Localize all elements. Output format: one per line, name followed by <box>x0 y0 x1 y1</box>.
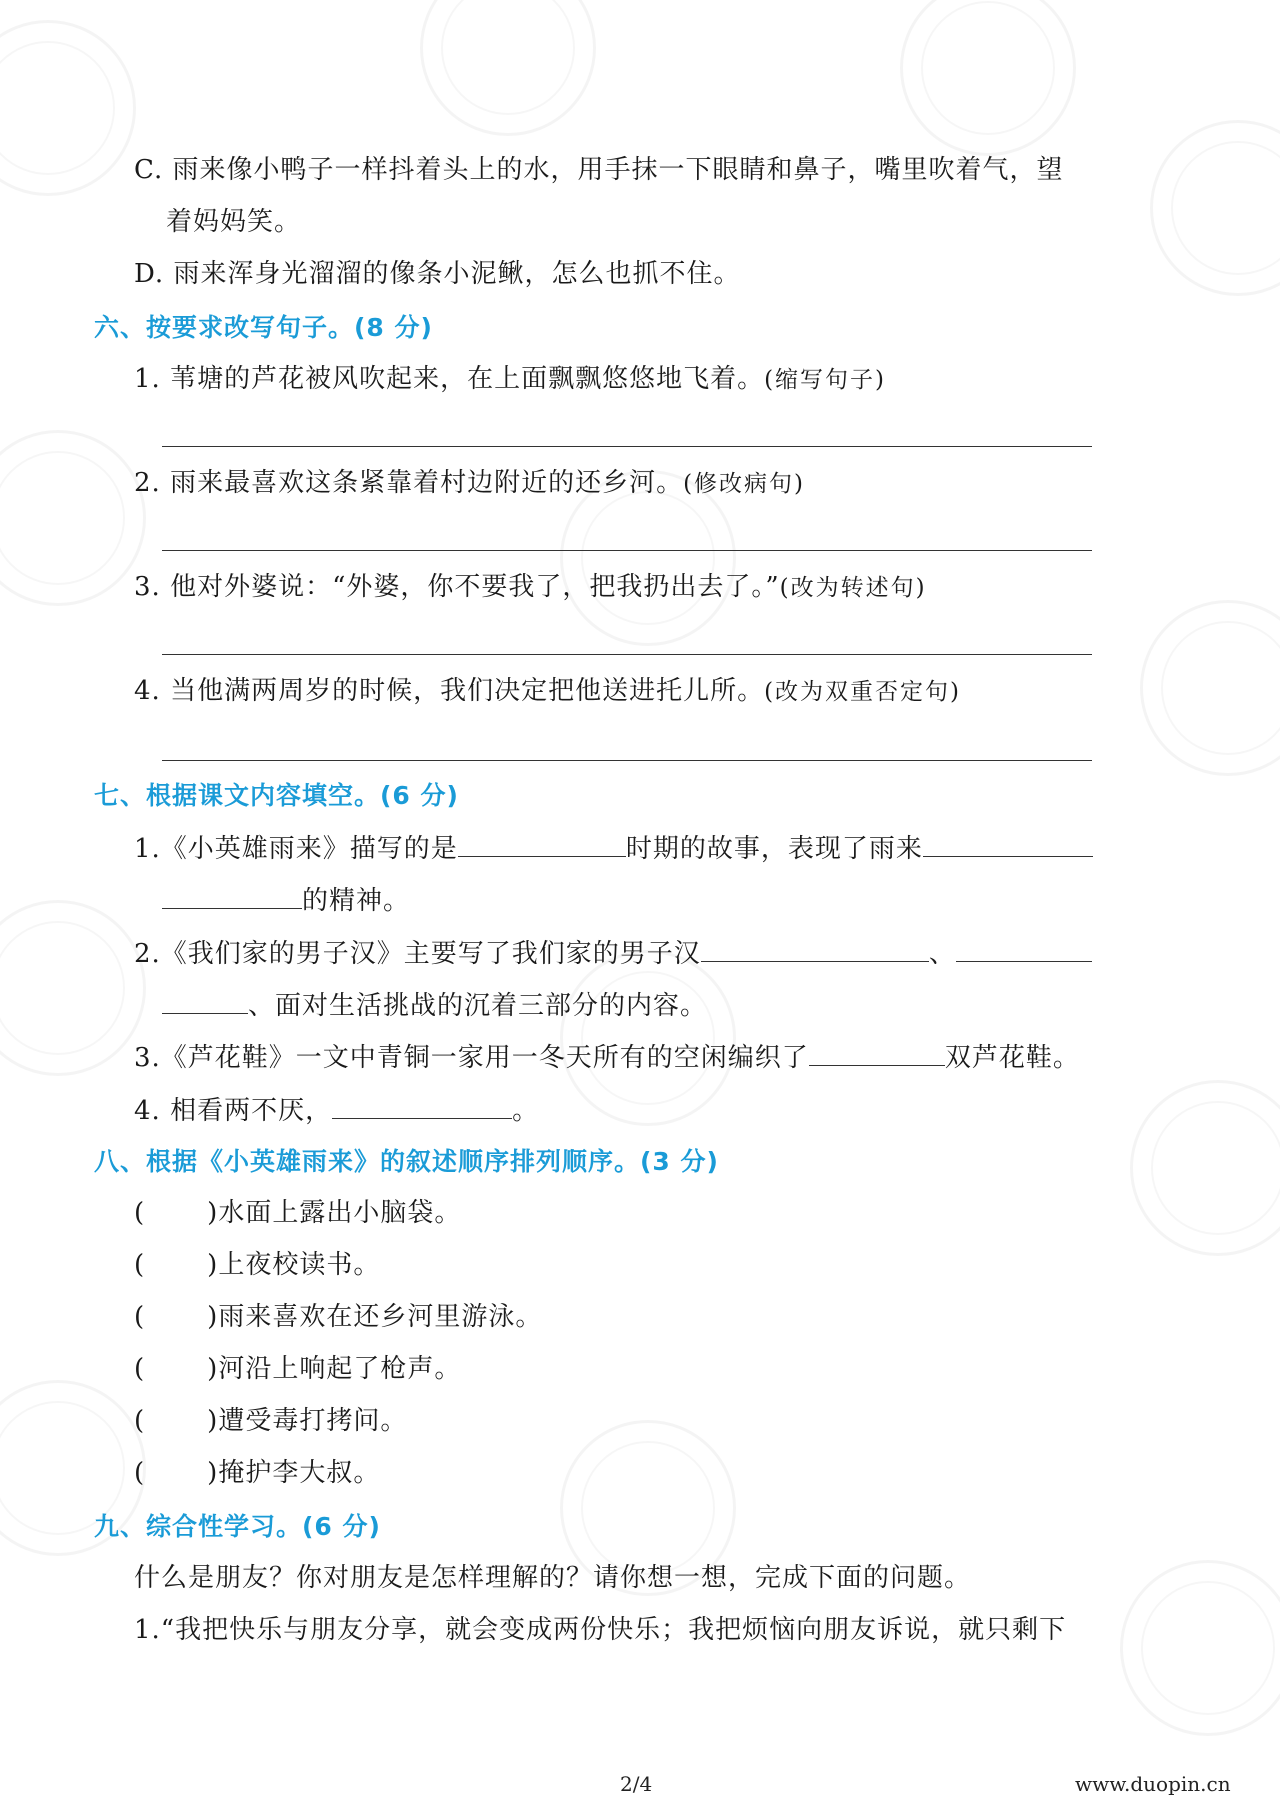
fill-blank[interactable] <box>162 987 248 1014</box>
fill-blank[interactable] <box>162 882 302 909</box>
question-text: 。 <box>512 1096 540 1126</box>
order-item-text: 河沿上响起了枪声。 <box>218 1354 462 1384</box>
answer-line-3[interactable] <box>162 654 1092 655</box>
answer-paren[interactable]: ( ) <box>134 1406 219 1436</box>
section6-heading: 六、按要求改写句子。(8 分) <box>94 313 433 342</box>
rewrite-question-1 <box>134 362 886 397</box>
question-text: 、 <box>928 939 956 969</box>
fill-blank[interactable] <box>956 935 1092 962</box>
watermark-seal <box>0 20 136 196</box>
section9-question-1: 1.“我把快乐与朋友分享，就会变成两份快乐；我把烦恼向朋友诉说，就只剩下 <box>134 1615 1067 1645</box>
question-text: 4. 当他满两周岁的时候，我们决定把他送进托儿所。 <box>134 676 765 706</box>
answer-paren[interactable]: ( ) <box>134 1198 219 1228</box>
fill-question-3 <box>134 1039 1080 1075</box>
fill-blank[interactable] <box>458 830 626 857</box>
option-c-line1: C. 雨来像小鸭子一样抖着头上的水，用手抹一下眼睛和鼻子，嘴里吹着气，望 <box>134 155 1064 185</box>
question-hint: (缩写句子) <box>764 367 887 393</box>
watermark-seal <box>900 0 1076 156</box>
watermark-seal <box>0 900 146 1076</box>
order-item-text: 雨来喜欢在还乡河里游泳。 <box>218 1302 543 1332</box>
rewrite-question-3 <box>134 570 927 605</box>
fill-blank[interactable] <box>923 830 1093 857</box>
fill-question-2 <box>134 935 1092 971</box>
question-text: 3.《芦花鞋》一文中青铜一家用一冬天所有的空闲编织了 <box>134 1043 809 1073</box>
watermark-seal <box>1150 120 1280 296</box>
fill-blank[interactable] <box>332 1092 512 1119</box>
website-url: www.duopin.cn <box>1075 1772 1231 1796</box>
rewrite-question-4 <box>134 674 961 709</box>
answer-line-2[interactable] <box>162 550 1092 551</box>
order-item-4 <box>134 1352 461 1386</box>
watermark-seal <box>0 430 146 606</box>
order-item-1 <box>134 1196 461 1230</box>
answer-paren[interactable]: ( ) <box>134 1354 219 1384</box>
section7-heading: 七、根据课文内容填空。(6 分) <box>94 781 459 810</box>
fill-blank[interactable] <box>809 1039 945 1066</box>
fill-question-4 <box>134 1092 539 1128</box>
question-text: 双芦花鞋。 <box>944 1043 1080 1073</box>
answer-paren[interactable]: ( ) <box>134 1458 219 1488</box>
answer-paren[interactable]: ( ) <box>134 1302 219 1332</box>
order-item-6 <box>134 1456 380 1490</box>
section8-heading: 八、根据《小英雄雨来》的叙述顺序排列顺序。(3 分) <box>94 1147 719 1176</box>
question-text: 的精神。 <box>302 886 411 916</box>
question-text: 2.《我们家的男子汉》主要写了我们家的男子汉 <box>134 939 701 969</box>
fill-question-1 <box>134 830 1093 866</box>
question-text: 3. 他对外婆说：“外婆，你不要我了，把我扔出去了。” <box>134 572 780 602</box>
watermark-seal <box>1120 1560 1280 1736</box>
question-text: 、面对生活挑战的沉着三部分的内容。 <box>248 991 708 1021</box>
order-item-text: 掩护李大叔。 <box>218 1458 381 1488</box>
answer-line-4[interactable] <box>162 760 1092 761</box>
order-item-text: 遭受毒打拷问。 <box>218 1406 408 1436</box>
question-hint: (修改病句) <box>683 471 806 497</box>
question-text: 时期的故事，表现了雨来 <box>625 834 923 864</box>
order-item-3 <box>134 1300 542 1334</box>
answer-paren[interactable]: ( ) <box>134 1250 219 1280</box>
option-d: D. 雨来浑身光溜溜的像条小泥鳅，怎么也抓不住。 <box>134 259 741 289</box>
question-text: 2. 雨来最喜欢这条紧靠着村边附近的还乡河。 <box>134 468 684 498</box>
question-hint: (改为双重否定句) <box>764 679 962 705</box>
watermark-seal <box>1130 1080 1280 1256</box>
order-item-2 <box>134 1248 380 1282</box>
question-text: 4. 相看两不厌， <box>134 1096 333 1126</box>
page-number: 2/4 <box>620 1772 653 1796</box>
watermark-seal <box>1140 600 1280 776</box>
watermark-seal <box>420 0 596 136</box>
question-text: 1.《小英雄雨来》描写的是 <box>134 834 458 864</box>
section9-intro: 什么是朋友？你对朋友是怎样理解的？请你想一想，完成下面的问题。 <box>134 1563 972 1593</box>
section9-heading: 九、综合性学习。(6 分) <box>94 1512 381 1541</box>
answer-line-1[interactable] <box>162 446 1092 447</box>
rewrite-question-2 <box>134 466 805 501</box>
fill-question-1-cont <box>162 882 410 918</box>
watermark-seal <box>560 950 736 1126</box>
fill-question-2-cont <box>162 987 707 1023</box>
question-hint: (改为转述句) <box>779 575 927 601</box>
fill-blank[interactable] <box>701 935 929 962</box>
order-item-5 <box>134 1404 407 1438</box>
order-item-text: 上夜校读书。 <box>218 1250 381 1280</box>
question-text: 1. 苇塘的芦花被风吹起来，在上面飘飘悠悠地飞着。 <box>134 364 765 394</box>
option-c-line2: 着妈妈笑。 <box>166 207 302 237</box>
order-item-text: 水面上露出小脑袋。 <box>218 1198 462 1228</box>
